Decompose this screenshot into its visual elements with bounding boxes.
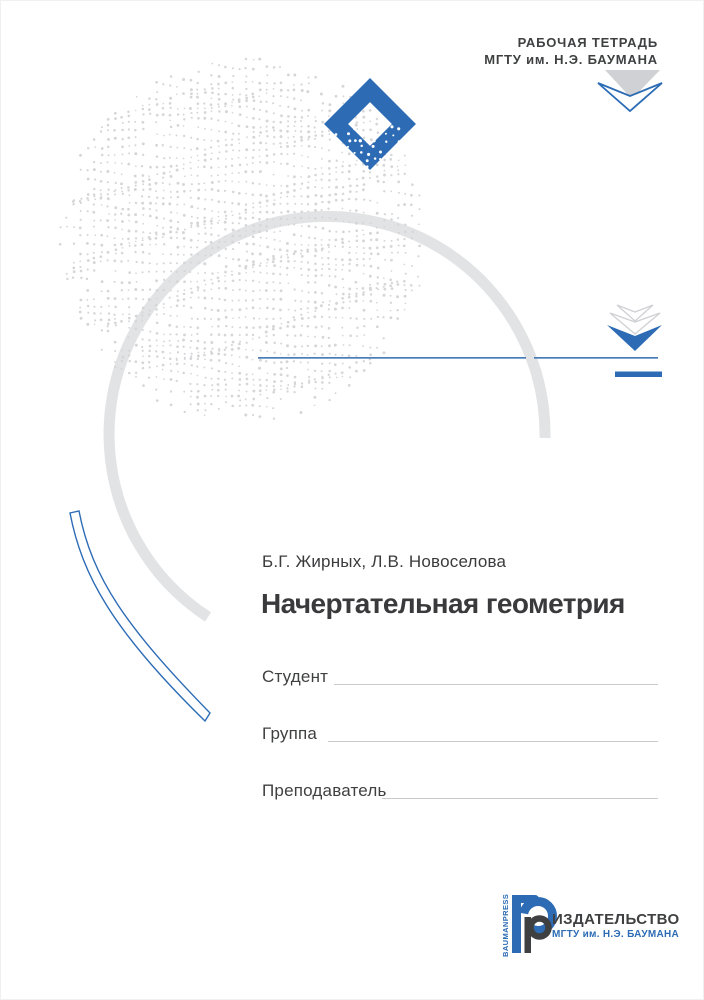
field-student-label: Студент: [262, 667, 329, 686]
field-student-line: [334, 684, 658, 685]
field-teacher-label: Преподаватель: [262, 781, 387, 800]
triple-chevron-icon: [607, 305, 662, 351]
authors: Б.Г. Жирных, Л.В. Новоселова: [262, 552, 507, 571]
publisher-logo-icon: [501, 894, 553, 957]
field-group-line: [328, 741, 658, 742]
publisher-imprint: ИЗДАТЕЛЬСТВО: [552, 911, 680, 928]
logo-stem: [512, 895, 521, 953]
baumanpress-vertical-label: BAUMANPRESS: [501, 893, 510, 957]
field-group-label: Группа: [262, 724, 318, 743]
diamond-logo-icon: [336, 90, 404, 158]
bookmark-arrow-icon: [598, 70, 662, 111]
header-series: РАБОЧАЯ ТЕТРАДЬ: [517, 35, 658, 50]
header-block: [484, 34, 658, 68]
divider-line: [258, 357, 658, 359]
page-title: Начертательная геометрия: [261, 588, 625, 619]
header-university: МГТУ им. Н.Э. БАУМАНА: [484, 52, 658, 67]
publisher-university: МГТУ им. Н.Э. БАУМАНА: [552, 929, 680, 940]
divider-accent-dash: [615, 372, 662, 378]
field-teacher-line: [382, 798, 658, 799]
